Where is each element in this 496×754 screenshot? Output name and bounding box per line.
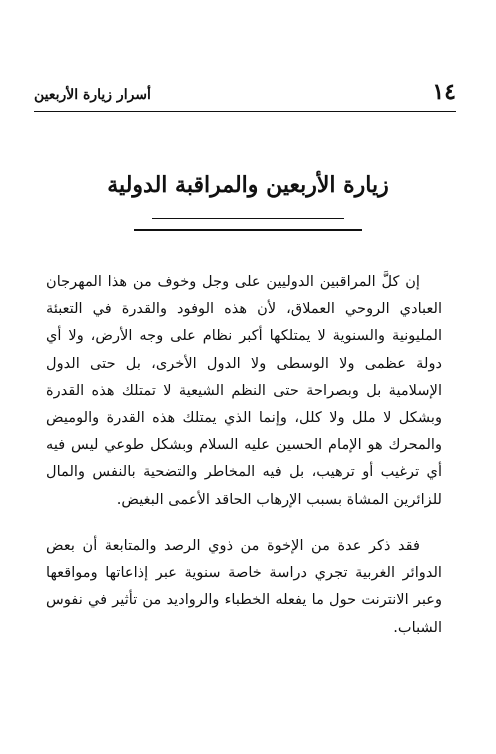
- paragraph-text: فقد ذكر عدة من الإخوة من ذوي الرصد والمتابعة أن بعض الدوائر الغربية تجري دراسة خاصة سنوية عبر إذاعاتها ومواقعها وعبر الانترنت حول ما يفعله الخطباء والرواديد من تأثير في نفوس الشباب.: [46, 537, 442, 636]
- title-underline-thin: [152, 218, 344, 219]
- title-underline-thick: [134, 229, 362, 231]
- running-title: أسرار زيارة الأربعين: [34, 87, 151, 103]
- header-divider: [34, 111, 456, 112]
- body-paragraph-2: [46, 532, 442, 641]
- paragraph-text: إن كلَّ المراقبين الدوليين على وجل وخوف من هذا المهرجان العبادي الروحي العملاق، لأن هذه الوفود والقدرة في التعبئة المليونية والسنوية لا يمتلكها أكبر نظام على وجه الأرض، ولا أي دولة عظمى ولا الوسطى ولا الدول الأخرى، بل حتى الدول الإسلامية بل وبصراحة حتى النظم الشيعية لا تمتلك هذه القدرة وبشكل لا ملل ولا كلل، وإنما الذي يمتلك هذه القدرة والوميض والمحرك هو الإمام الحسين عليه السلام وبشكل طوعي ليس فيه أي ترغيب أو ترهيب، بل فيه المخاطر والتضحية بالنفس والمال للزائرين المشاة بسبب الإرهاب الحاقد الأعمى البغيض.: [46, 273, 442, 508]
- body-paragraph-1: [46, 268, 442, 513]
- page-header: [34, 78, 456, 108]
- page-number: ١٤: [432, 79, 456, 105]
- chapter-title: زيارة الأربعين والمراقبة الدولية: [107, 172, 389, 198]
